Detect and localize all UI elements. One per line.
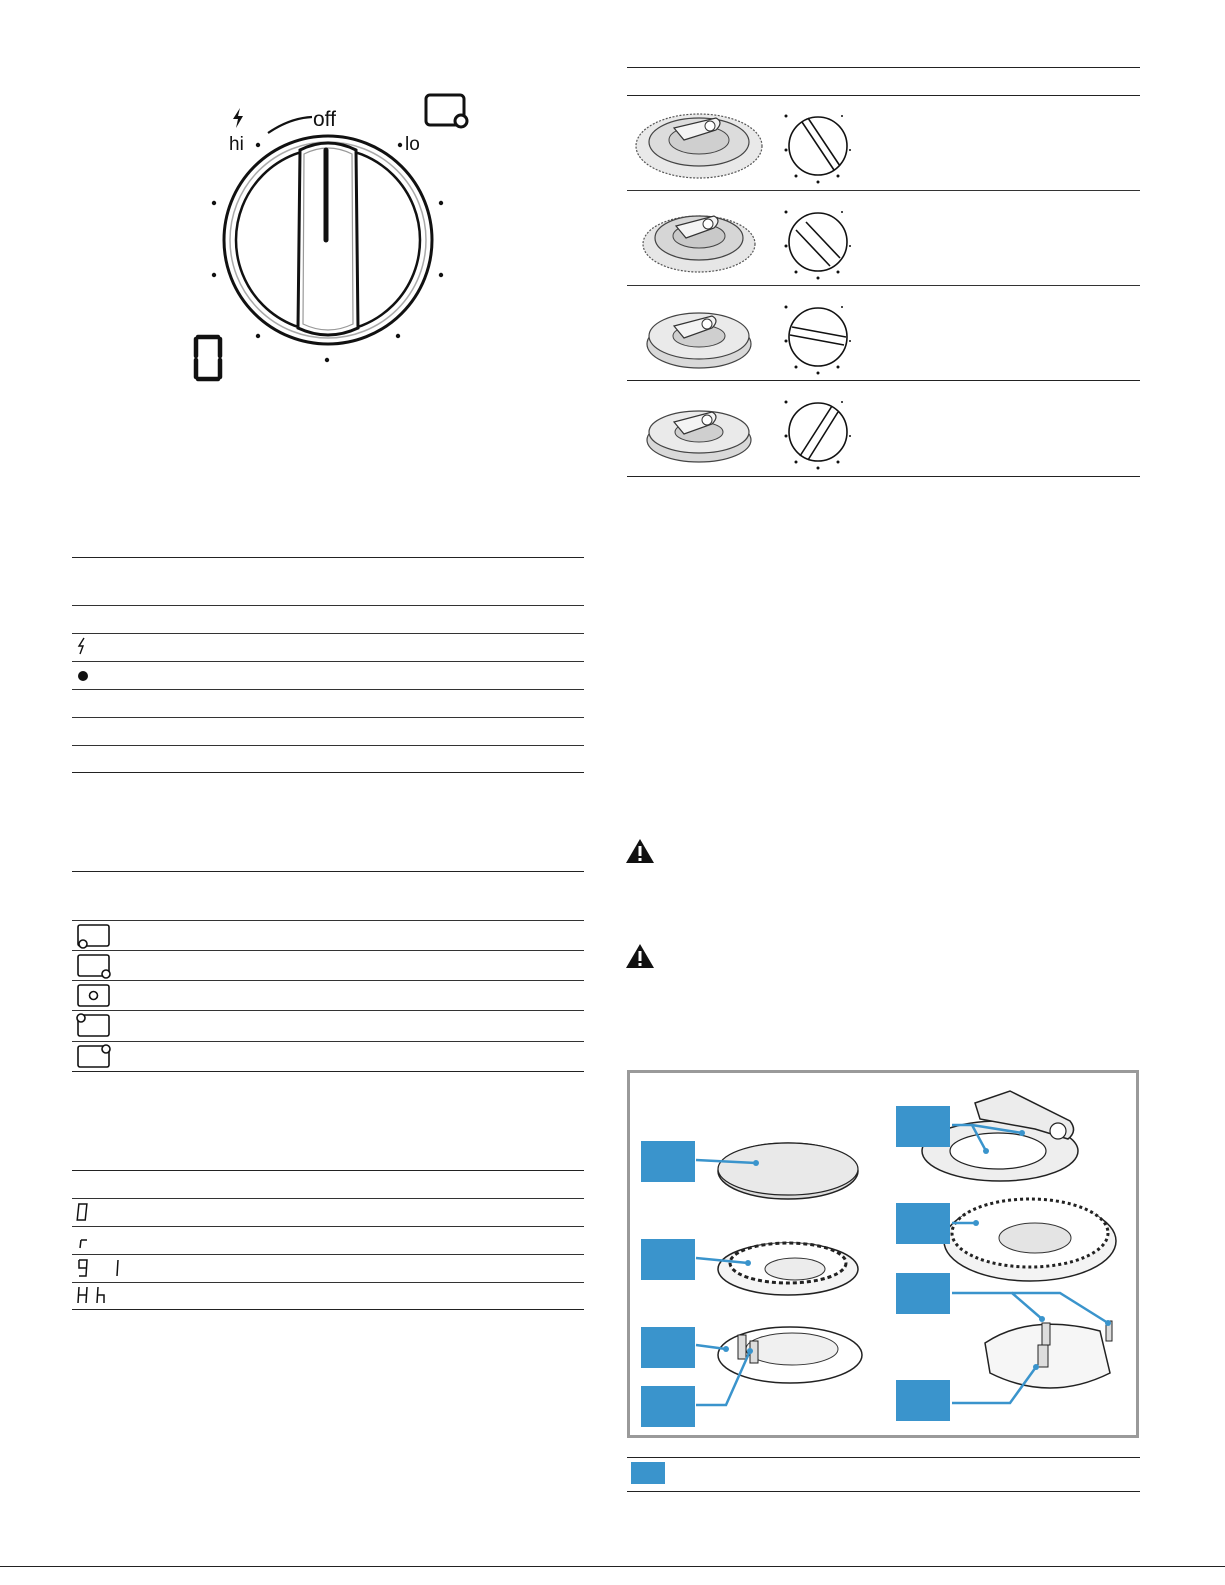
table3-bottom-rule — [72, 1309, 584, 1310]
seg-r-icon — [76, 1231, 90, 1249]
legend-bottom-rule — [627, 1491, 1140, 1492]
table3-header-rule — [72, 1198, 584, 1199]
burner-front-left-icon — [76, 923, 112, 949]
callout-label — [641, 1386, 695, 1427]
control-knob-drawing — [180, 90, 480, 390]
table2-row-rule — [72, 1041, 584, 1042]
table2-bottom-rule — [72, 1071, 584, 1072]
table2-row-rule — [72, 980, 584, 981]
legend-top-rule — [627, 1457, 1140, 1458]
knob-setting-icon — [782, 390, 854, 470]
burner-rear-left-icon — [76, 1013, 112, 1039]
knob-setting-icon — [782, 295, 854, 375]
warning-triangle-icon — [625, 943, 655, 969]
knob-setting-icon — [782, 200, 854, 280]
table1-row-rule — [72, 689, 584, 690]
table4-row-rule — [627, 380, 1140, 381]
table2-header-rule — [72, 920, 584, 921]
table3-row-rule — [72, 1226, 584, 1227]
knob-figure — [180, 90, 480, 390]
table2-row-rule — [72, 1010, 584, 1011]
dot-icon — [77, 670, 89, 682]
table1-row-rule — [72, 661, 584, 662]
warning-triangle-icon — [625, 838, 655, 864]
table3-row-rule — [72, 1254, 584, 1255]
seven-segment-zero-icon — [192, 334, 224, 382]
callout-label — [896, 1380, 950, 1421]
legend-swatch — [631, 1462, 665, 1484]
table3-row-rule — [72, 1282, 584, 1283]
burner-exploded-diagram — [630, 1073, 1136, 1435]
callout-label — [641, 1239, 695, 1280]
knob-label-lo: lo — [405, 134, 420, 155]
callout-label — [641, 1327, 695, 1368]
large-burner-icon — [634, 102, 764, 182]
table3-top-rule — [72, 1170, 584, 1171]
table2-row-rule — [72, 950, 584, 951]
table4-row-rule — [627, 285, 1140, 286]
knob-label-off: off — [313, 108, 336, 131]
table1-top-rule — [72, 557, 584, 558]
table4-row-rule — [627, 190, 1140, 191]
knob-label-hi: hi — [229, 134, 244, 155]
burner-position-icon — [424, 93, 470, 129]
table4-top-rule — [627, 67, 1140, 68]
callout-label — [896, 1106, 950, 1147]
burner-front-right-icon — [76, 1044, 112, 1070]
knob-setting-icon — [782, 104, 854, 184]
table2-top-rule — [72, 871, 584, 872]
table1-row-rule — [72, 745, 584, 746]
burner-center-icon — [76, 983, 112, 1009]
callout-label — [896, 1273, 950, 1314]
small-burner-icon — [644, 390, 754, 466]
boost-bolt-icon — [76, 637, 88, 655]
boost-bolt-icon — [231, 108, 245, 128]
seg-0-icon — [76, 1203, 90, 1221]
page-footer-rule — [0, 1566, 1225, 1567]
seg-hh-icon — [76, 1286, 112, 1304]
burner-rear-right-icon — [76, 953, 112, 979]
callout-label — [896, 1203, 950, 1244]
medium-large-burner-icon — [640, 198, 758, 276]
table1-bottom-rule — [72, 772, 584, 773]
table1-header-rule — [72, 605, 584, 606]
table1-row-rule — [72, 717, 584, 718]
medium-burner-icon — [644, 296, 754, 372]
seg-9-1-icon — [76, 1259, 126, 1277]
table1-row-rule — [72, 633, 584, 634]
table4-bottom-rule — [627, 476, 1140, 477]
callout-label — [641, 1141, 695, 1182]
table4-header-rule — [627, 95, 1140, 96]
